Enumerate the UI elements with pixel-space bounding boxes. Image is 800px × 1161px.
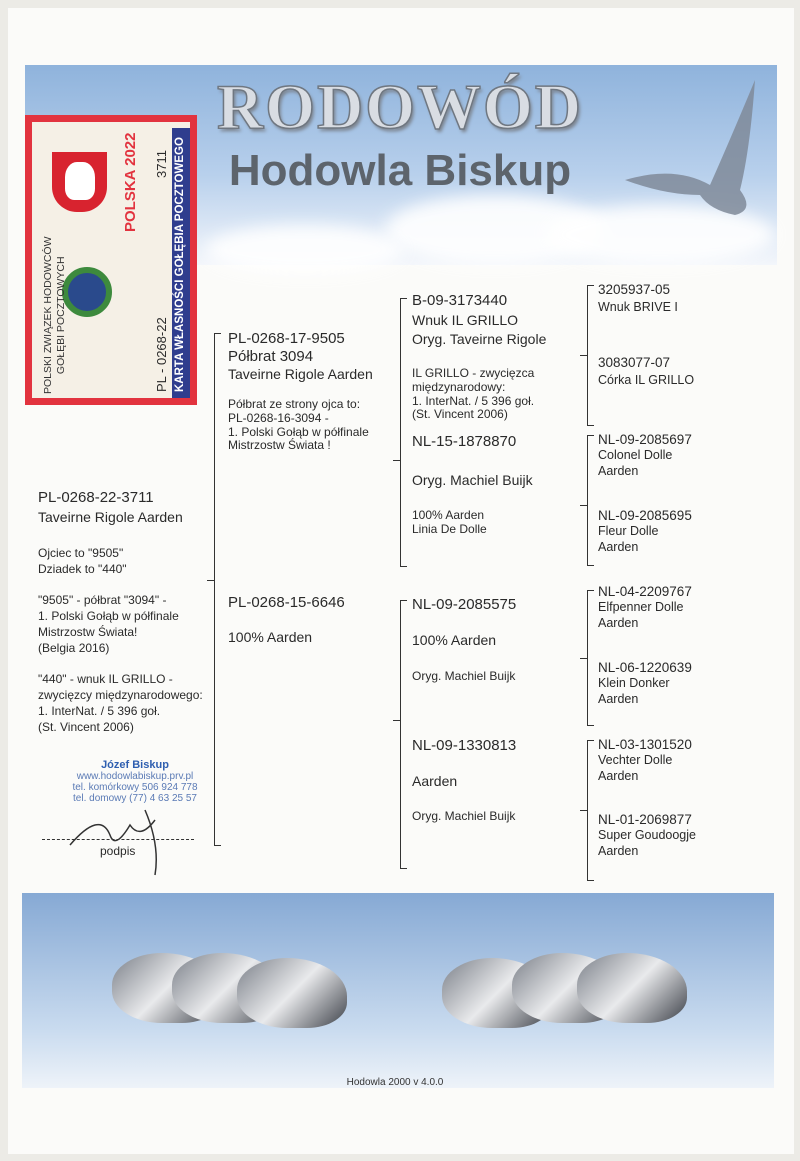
note-line: "9505" - półbrat "3094" - [38,593,167,608]
ggp6-strain: Aarden [598,692,639,706]
gp4-line2: Aarden [412,773,458,789]
ggp3-strain: Aarden [598,464,639,478]
bracket-gg3 [587,590,588,725]
dam-line2: 100% Aarden [228,629,313,645]
gp1-line3: Oryg. Taveirne Rigole [412,331,547,347]
ggp1-ring: 3205937-05 [598,282,671,297]
ggp2-name: Córka IL GRILLO [598,373,695,387]
note-line: Oryg. Machiel Buijk [412,809,516,823]
sire-notes [228,398,369,453]
note-line: (St. Vincent 2006) [412,407,508,422]
gp4-notes [412,810,515,824]
dam-ring: PL-0268-15-6646 [228,594,345,611]
note-line: 1. Polski Gołąb w półfinale [38,609,179,624]
note-line: Linia De Dolle [412,521,487,536]
note-line [38,578,203,594]
note-line: Ojciec to "9505" [38,546,124,560]
software-version: Hodowla 2000 v 4.0.0 [346,1077,444,1088]
ggp2-ring: 3083077-07 [598,355,671,370]
ggp5-strain: Aarden [598,616,639,630]
note-line: Dziadek to "440" [38,561,127,576]
pigeons-banner [22,893,774,1088]
gp2-ring: NL-15-1878870 [412,433,517,450]
note-line [38,657,203,673]
ggp5-name: Elfpenner Dolle [598,600,684,614]
note-line: 1. InterNat. / 5 396 goł. [412,393,535,408]
note-line: Mistrzostw Świata ! [228,438,331,453]
note-line: PL-0268-16-3094 - [228,410,329,425]
sire-ring: PL-0268-17-9505 [228,330,345,347]
ggp5-ring: NL-04-2209767 [598,584,692,599]
breeder-home-phone: tel. domowy (77) 4 63 25 57 [73,793,197,804]
bracket-dam-parents [400,600,401,868]
ggp6-name: Klein Donker [598,676,670,690]
gp1-ring: B-09-3173440 [412,292,508,309]
polish-eagle-emblem [52,152,107,212]
loft-name: Hodowla Biskup [228,146,572,195]
note-line: IL GRILLO - zwycięzca [412,366,535,380]
gp3-notes [412,670,515,684]
card-org-line2: GOŁĘBI POCZTOWYCH [54,256,67,375]
ggp8-name: Super Goudoogje [598,828,696,842]
bracket-sire-parents [400,298,401,566]
card-number: 3711 [154,150,169,178]
note-line: 1. InterNat. / 5 396 goł. [38,703,161,718]
card-footer: KARTA WŁASNOŚCI GOŁĘBIA POCZTOWEGO [172,128,190,398]
breeder-info [60,760,210,804]
note-line: Oryg. Machiel Buijk [412,669,516,683]
bracket-gg2 [587,435,588,565]
note-line: (St. Vincent 2006) [38,719,134,734]
ggp4-name: Fleur Dolle [598,524,659,538]
ggp7-ring: NL-03-1301520 [598,737,692,752]
bracket-gg4 [587,740,588,880]
ggp8-strain: Aarden [598,844,639,858]
card-year: POLSKA 2022 [122,132,139,232]
note-line: 100% Aarden [412,508,485,522]
ggp1-name: Wnuk BRIVE I [598,300,678,314]
note-line: (Belgia 2016) [38,640,110,655]
signature-label: podpis [100,844,136,858]
note-line: 1. Polski Gołąb w półfinale [228,424,369,439]
gp3-ring: NL-09-2085575 [412,596,517,613]
flying-pigeon-icon [615,70,775,220]
ggp3-name: Colonel Dolle [598,448,673,462]
bracket-gg1 [587,285,588,425]
ggp7-name: Vechter Dolle [598,753,673,767]
card-ring: PL - 0268-22 [154,317,169,392]
note-line: międzynarodowy: [412,379,506,394]
ggp8-ring: NL-01-2069877 [598,812,692,827]
note-line: Półbrat ze strony ojca to: [228,397,361,411]
ggp4-strain: Aarden [598,540,639,554]
pigeon-image [577,953,687,1023]
subject-strain: Taveirne Rigole Aarden [38,509,183,525]
note-line: zwycięzcy międzynarodowego: [38,688,203,703]
ownership-card [25,115,197,405]
signature [60,805,190,880]
gp1-line2: Wnuk IL GRILLO [412,312,519,328]
pigeon-image [237,958,347,1028]
gp3-line2: 100% Aarden [412,632,497,648]
note-line: "440" - wnuk IL GRILLO - [38,672,173,687]
signature-line [42,839,194,840]
subject-notes [38,546,203,736]
note-line: Mistrzostw Świata! [38,624,138,639]
gp1-notes [412,367,534,422]
sire-line2: Półbrat 3094 [228,348,314,365]
breeder-name: Józef Biskup [101,759,169,771]
gp2-line2: Oryg. Machiel Buijk [412,472,533,488]
ggp7-strain: Aarden [598,769,639,783]
sire-line3: Taveirne Rigole Aarden [228,366,373,382]
bracket-parents [214,333,215,845]
ggp6-ring: NL-06-1220639 [598,660,692,675]
subject-ring: PL-0268-22-3711 [38,489,154,506]
page-title: RODOWÓD [217,71,583,142]
card-org-line1: POLSKI ZWIĄZEK HODOWCÓW [42,236,54,394]
ggp3-ring: NL-09-2085697 [598,432,692,447]
gp4-ring: NL-09-1330813 [412,737,517,754]
gp2-notes [412,509,487,537]
breeder-website: www.hodowlabiskup.prv.pl [76,771,194,782]
pzhgp-logo [62,267,112,317]
breeder-mobile: tel. komórkowy 506 924 778 [72,782,198,793]
ggp4-ring: NL-09-2085695 [598,508,692,523]
